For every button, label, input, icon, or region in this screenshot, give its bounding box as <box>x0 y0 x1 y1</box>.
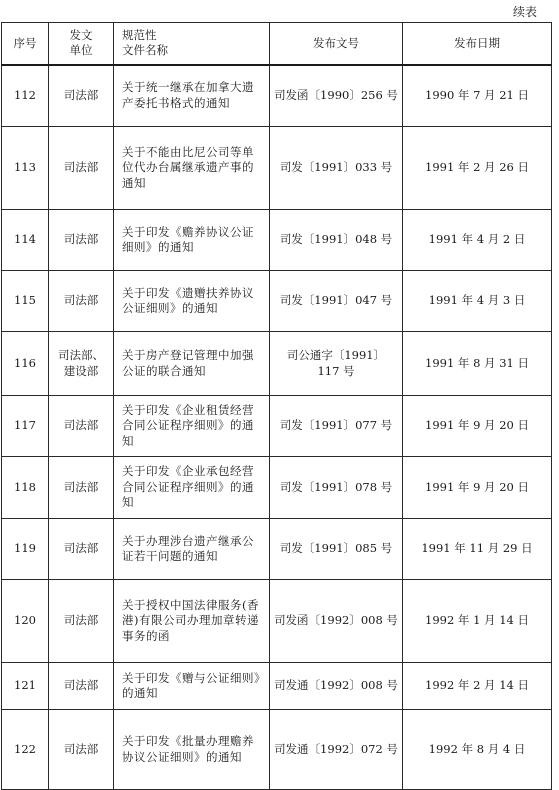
cell-unit-line: 司法部 <box>63 232 99 247</box>
cell-unit <box>49 519 114 580</box>
cell-doc-no-line: 117 号 <box>317 363 355 378</box>
cell-date: 1992 年 1 月 14 日 <box>403 580 552 663</box>
table-row <box>2 519 552 580</box>
cell-doc-no <box>270 332 403 396</box>
cell-unit-line: 司法部 <box>63 293 99 308</box>
cell-date: 1991 年 4 月 2 日 <box>403 210 552 271</box>
header-doc-no: 发布文号 <box>270 23 403 65</box>
regulation-table <box>1 22 552 790</box>
cell-date: 1992 年 2 月 14 日 <box>403 663 552 710</box>
table-row <box>2 127 552 210</box>
cell-name: 关于印发《赠与公证细则》的通知 <box>114 663 270 710</box>
cell-unit-line: 司法部 <box>63 741 99 756</box>
header-row <box>2 23 552 65</box>
cell-doc-no-line: 司发〔1991〕048 号 <box>279 232 393 247</box>
cell-doc-no <box>270 271 403 332</box>
cell-name: 关于授权中国法律服务(香港)有限公司办理加章转递事务的函 <box>114 580 270 663</box>
cell-date: 1991 年 2 月 26 日 <box>403 127 552 210</box>
header-unit-line: 发文 <box>69 27 93 42</box>
cell-name: 关于印发《遗赠扶养协议公证细则》的通知 <box>114 271 270 332</box>
cell-unit-line: 司法部 <box>63 160 99 175</box>
cell-unit <box>49 271 114 332</box>
cell-unit <box>49 580 114 663</box>
table-row <box>2 710 552 790</box>
cell-name: 关于办理涉台遗产继承公证若干问题的通知 <box>114 519 270 580</box>
cell-doc-no <box>270 710 403 790</box>
cell-unit <box>49 457 114 519</box>
cell-unit <box>49 396 114 457</box>
cell-seq: 119 <box>2 519 49 580</box>
cell-doc-no-line: 司发函〔1992〕008 号 <box>274 613 398 628</box>
table-row <box>2 663 552 710</box>
table-row <box>2 457 552 519</box>
cell-name: 关于不能由比尼公司等单位代办台属继承遗产事的通知 <box>114 127 270 210</box>
cell-doc-no <box>270 519 403 580</box>
cell-unit <box>49 663 114 710</box>
cell-date: 1991 年 8 月 31 日 <box>403 332 552 396</box>
cell-date: 1992 年 8 月 4 日 <box>403 710 552 790</box>
cell-doc-no-line: 司发函〔1990〕256 号 <box>274 88 398 102</box>
cell-unit-line: 司法部 <box>63 613 99 628</box>
cell-doc-no-line: 司发通〔1992〕008 号 <box>274 678 398 693</box>
cell-name: 关于统一继承在加拿大遗产委托书格式的通知 <box>114 65 270 127</box>
table-row <box>2 65 552 127</box>
cell-date: 1991 年 4 月 3 日 <box>403 271 552 332</box>
cell-unit-line: 司法部 <box>63 88 99 102</box>
table-row <box>2 396 552 457</box>
cell-doc-no-line: 司发〔1991〕078 号 <box>279 479 393 494</box>
header-name-line: 文件名称 <box>122 43 168 58</box>
table-row <box>2 332 552 396</box>
cell-unit-line: 司法部 <box>63 418 99 433</box>
table-row <box>2 271 552 332</box>
cell-unit <box>49 710 114 790</box>
continued-label: 续表 <box>512 5 537 19</box>
cell-seq: 114 <box>2 210 49 271</box>
cell-doc-no <box>270 580 403 663</box>
cell-doc-no <box>270 396 403 457</box>
cell-doc-no-line: 司发〔1991〕085 号 <box>279 541 393 556</box>
cell-doc-no-line: 司发〔1991〕047 号 <box>279 293 393 308</box>
header-date: 发布日期 <box>403 23 552 65</box>
cell-name: 关于印发《赡养协议公证细则》的通知 <box>114 210 270 271</box>
cell-doc-no-line: 司发〔1991〕033 号 <box>279 160 393 175</box>
cell-doc-no <box>270 210 403 271</box>
cell-seq: 122 <box>2 710 49 790</box>
cell-seq: 112 <box>2 65 49 127</box>
cell-name: 关于印发《企业承包经营合同公证程序细则》的通知 <box>114 457 270 519</box>
header-name <box>114 23 270 65</box>
cell-name: 关于房产登记管理中加强公证的联合通知 <box>114 332 270 396</box>
cell-unit <box>49 65 114 127</box>
cell-seq: 113 <box>2 127 49 210</box>
cell-unit <box>49 332 114 396</box>
cell-date: 1991 年 11 月 29 日 <box>403 519 552 580</box>
cell-unit-line: 司法部、 <box>58 348 104 362</box>
cell-seq: 118 <box>2 457 49 519</box>
cell-unit-line: 司法部 <box>63 678 99 693</box>
cell-date: 1991 年 9 月 20 日 <box>403 396 552 457</box>
cell-seq: 117 <box>2 396 49 457</box>
cell-unit <box>49 127 114 210</box>
cell-date: 1991 年 9 月 20 日 <box>403 457 552 519</box>
cell-unit-line: 司法部 <box>63 479 99 494</box>
cell-seq: 116 <box>2 332 49 396</box>
cell-doc-no-line: 司发通〔1992〕072 号 <box>274 741 398 756</box>
table-body <box>2 65 552 790</box>
table-row <box>2 210 552 271</box>
header-seq: 序号 <box>2 23 49 65</box>
cell-doc-no <box>270 65 403 127</box>
table-row <box>2 580 552 663</box>
header-unit <box>49 23 114 65</box>
cell-doc-no <box>270 663 403 710</box>
cell-name: 关于印发《批量办理赡养协议公证细则》的通知 <box>114 710 270 790</box>
cell-seq: 121 <box>2 663 49 710</box>
cell-doc-no-line: 司公通字〔1991〕 <box>286 348 386 362</box>
cell-unit-line: 建设部 <box>63 363 99 378</box>
cell-unit <box>49 210 114 271</box>
cell-seq: 115 <box>2 271 49 332</box>
header-name-line: 规范性 <box>122 27 157 42</box>
cell-name: 关于印发《企业租赁经营合同公证程序细则》的通知 <box>114 396 270 457</box>
cell-doc-no <box>270 127 403 210</box>
cell-date: 1990 年 7 月 21 日 <box>403 65 552 127</box>
cell-seq: 120 <box>2 580 49 663</box>
cell-doc-no-line: 司发〔1991〕077 号 <box>279 418 393 433</box>
cell-doc-no <box>270 457 403 519</box>
header-unit-line: 单位 <box>69 43 93 58</box>
cell-unit-line: 司法部 <box>63 541 99 556</box>
